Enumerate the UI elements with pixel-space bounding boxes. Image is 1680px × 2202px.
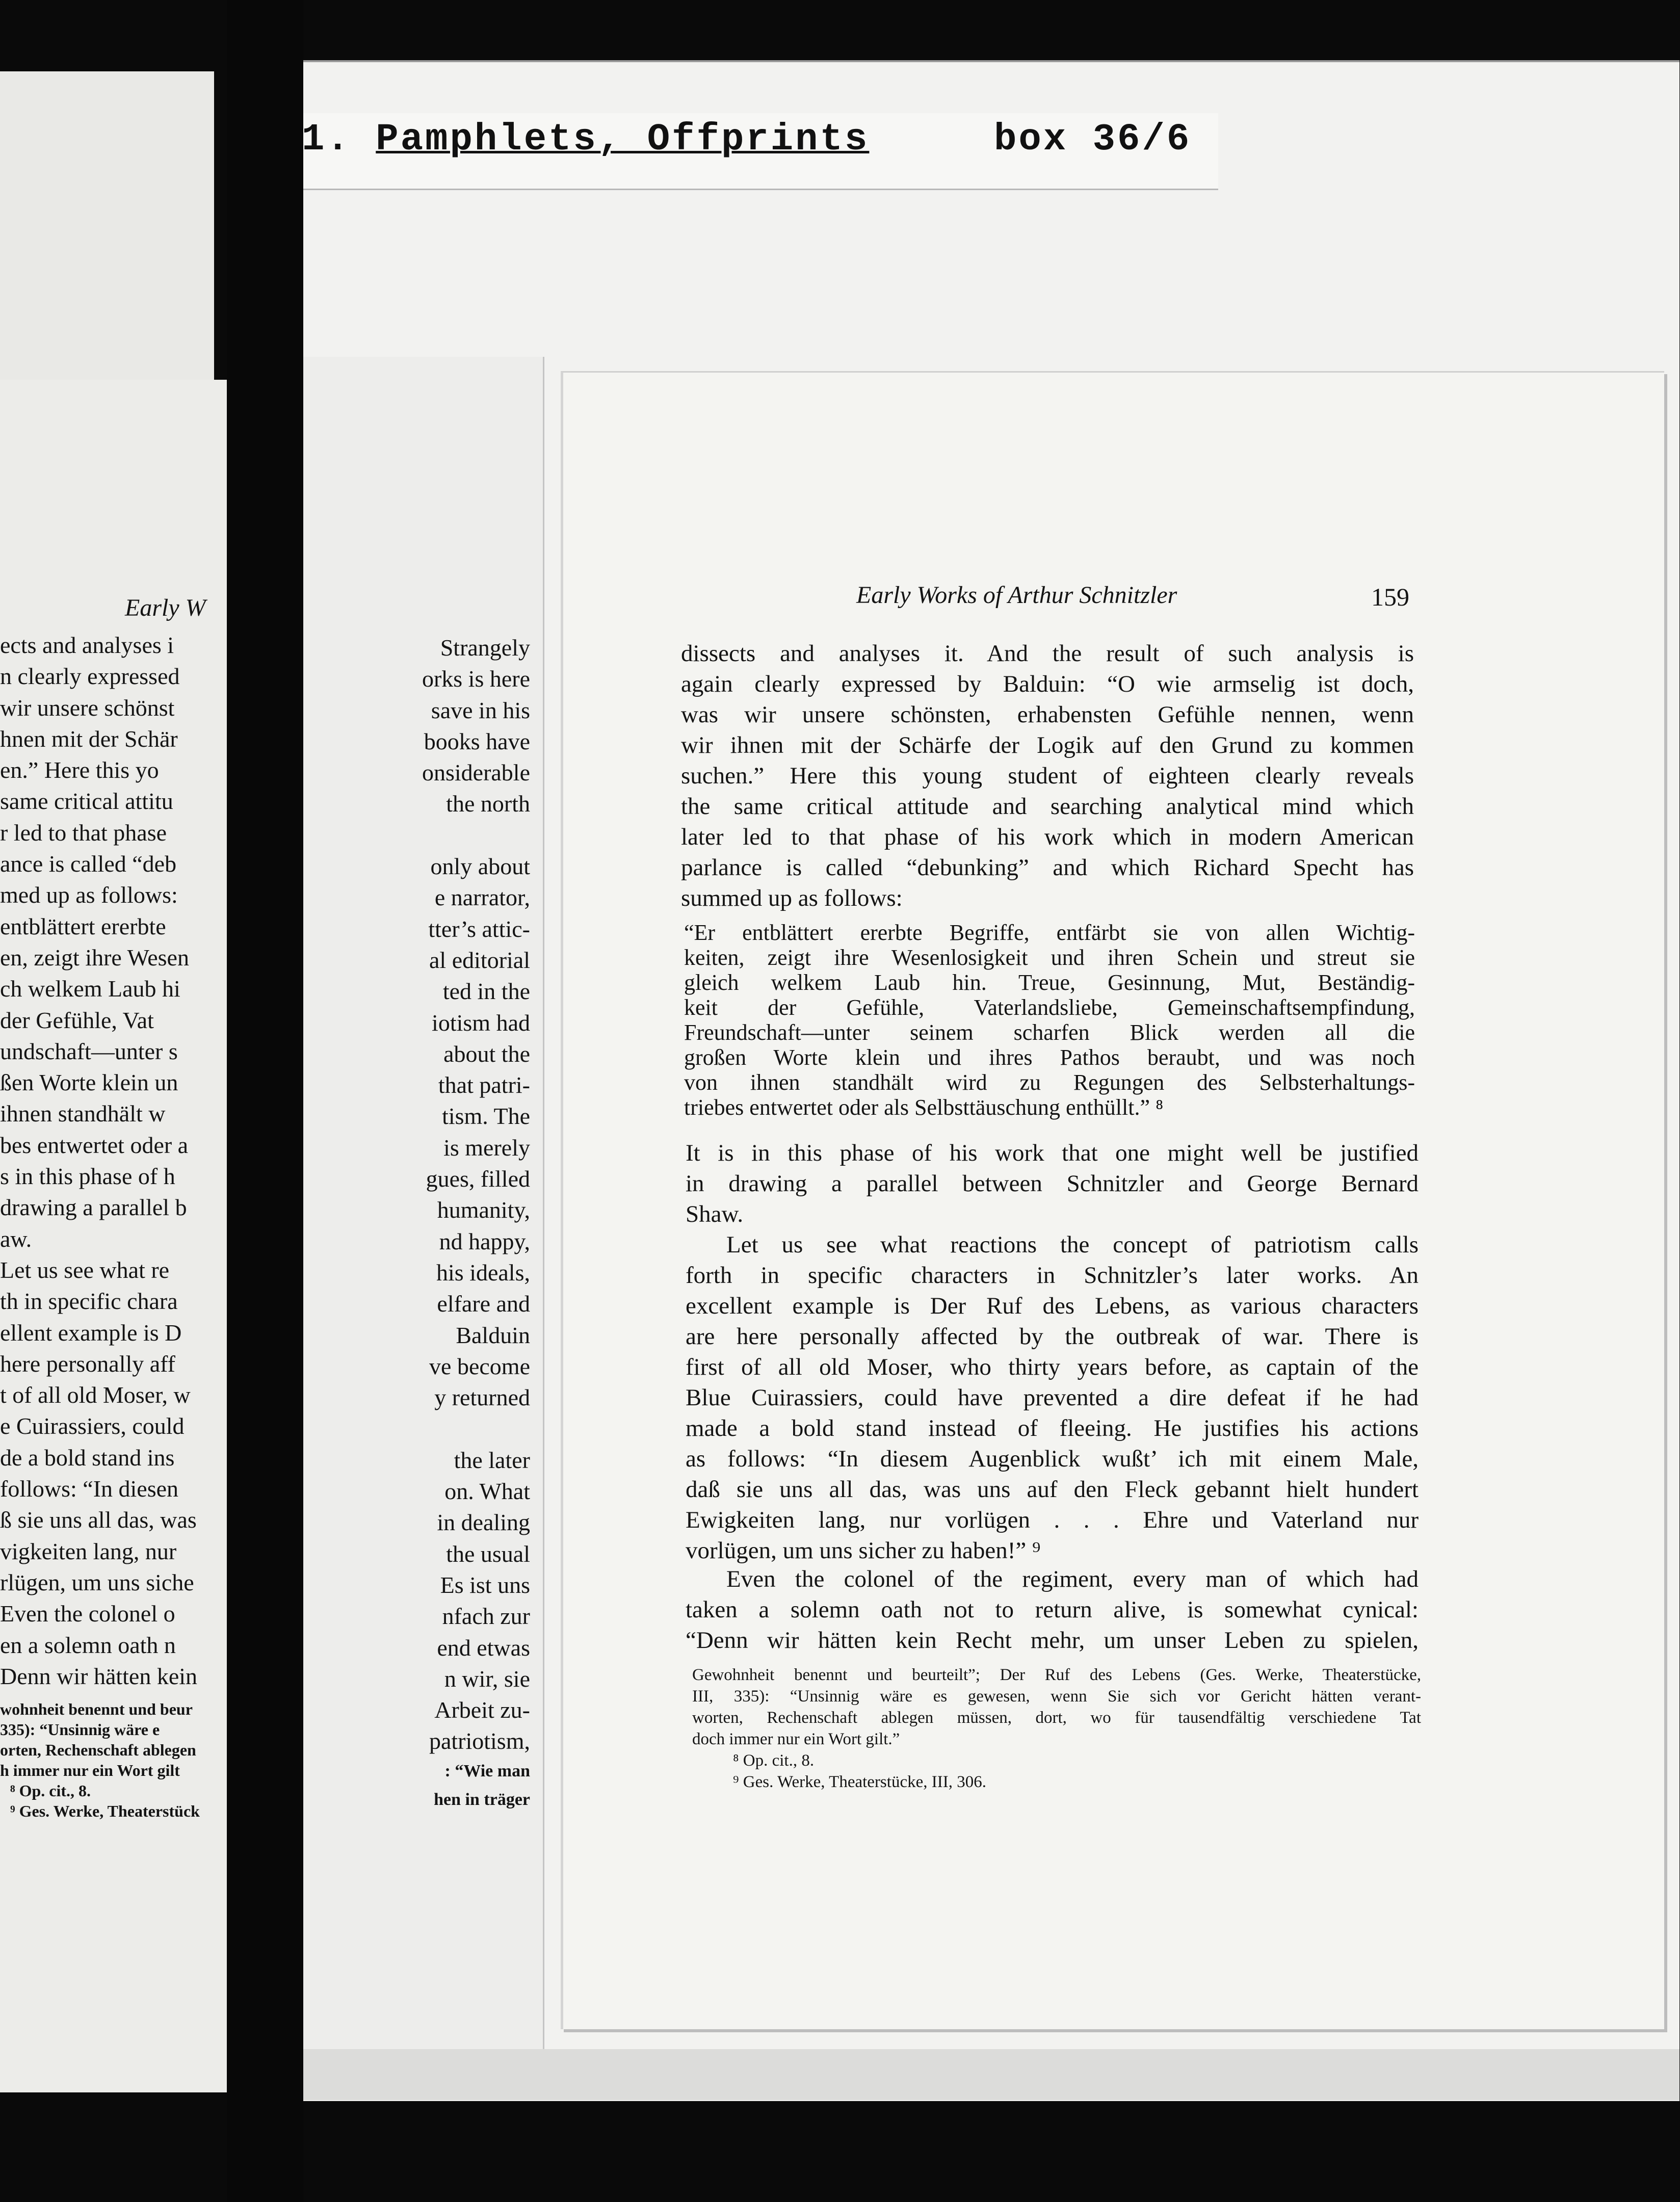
middle-text-line: elfare and	[437, 1291, 530, 1317]
middle-text-line: ted in the	[442, 978, 530, 1005]
text-line: excellent example is Der Ruf des Lebens, as various characters	[686, 1293, 1419, 1319]
middle-text-line: onsiderable	[422, 759, 530, 786]
left-text-line: n clearly expressed	[0, 663, 180, 690]
left-text-line: wir unsere schönst	[0, 694, 175, 721]
middle-text-line: end etwas	[437, 1634, 530, 1661]
left-text-line: Let us see what re	[0, 1256, 170, 1283]
left-footnote-line: orten, Rechenschaft ablegen	[0, 1741, 196, 1760]
left-footnote-line: ⁹ Ges. Werke, Theaterstück	[10, 1802, 200, 1821]
text-line: as follows: “In diesem Augenblick wußt’ ich mit einem Male,	[686, 1446, 1419, 1472]
left-text-line: ects and analyses i	[0, 632, 174, 658]
middle-text-line: the later	[454, 1447, 530, 1473]
label-collection: Pamphlets, Offprints	[376, 118, 870, 161]
text-line: first of all old Moser, who thirty years before, as captain of the	[686, 1354, 1419, 1380]
footnote-line: worten, Rechenschaft ablegen müssen, dort, wo für tausendfältig verschiedene Tat	[692, 1709, 1421, 1727]
left-text-line: undschaft—unter s	[0, 1038, 178, 1064]
left-text-line: entblättert ererbte	[0, 913, 166, 939]
left-footnote-line: h immer nur ein Wort gilt	[0, 1761, 180, 1780]
left-top-page	[0, 71, 214, 390]
text-line: forth in specific characters in Schnitzler’s later works. An	[686, 1262, 1419, 1289]
middle-offprint-page	[303, 357, 544, 2049]
left-text-column	[0, 630, 229, 1821]
text-line: are here personally affected by the outbreak of war. There is	[686, 1323, 1419, 1350]
left-text-line: rlügen, um uns siche	[0, 1569, 194, 1595]
text-line: Blue Cuirassiers, could have prevented a dire defeat if he had	[686, 1384, 1419, 1411]
left-text-line: ihnen standhält w	[0, 1100, 166, 1127]
left-text-line: aw.	[0, 1225, 32, 1252]
left-text-line: drawing a parallel b	[0, 1194, 187, 1221]
left-text-line: ß sie uns all das, was	[0, 1507, 197, 1533]
left-text-line: e Cuirassiers, could	[0, 1413, 185, 1439]
quote-line: “Er entblättert ererbte Begriffe, entfärbt sie von allen Wichtig-	[684, 920, 1415, 945]
quote-line: gleich welkem Laub hin. Treue, Gesinnung, Mut, Beständig-	[684, 970, 1415, 995]
label-title	[302, 118, 869, 161]
left-footnote-line: wohnheit benennt und beur	[0, 1700, 193, 1719]
text-line: in drawing a parallel between Schnitzler and George Bernard	[686, 1170, 1419, 1197]
label-box-number: box 36/6	[994, 118, 1192, 161]
paragraph-2	[686, 1138, 1419, 1229]
left-text-line: hnen mit der Schär	[0, 725, 178, 752]
left-text-line: en, zeigt ihre Wesen	[0, 944, 189, 971]
dark-strip	[227, 0, 303, 2202]
middle-text-line	[303, 1413, 540, 1444]
text-line: made a bold stand instead of fleeing. He justifies his actions	[686, 1415, 1419, 1441]
bottom-band	[303, 2049, 1679, 2100]
running-head: Early Works of Arthur Schnitzler	[856, 582, 1177, 609]
middle-text-line: Strangely	[440, 635, 530, 661]
middle-text-line: only about	[430, 853, 530, 880]
left-text-line: ßen Worte klein un	[0, 1069, 178, 1096]
note-line: ⁹ Ges. Werke, Theaterstücke, III, 306.	[733, 1773, 986, 1791]
middle-text-line: patriotism,	[429, 1728, 530, 1754]
text-line: the same critical attitude and searching analytical mind which	[681, 793, 1414, 820]
left-footnote-line: ⁸ Op. cit., 8.	[10, 1781, 91, 1800]
block-quote	[684, 920, 1415, 1120]
left-text-line: en a solemn oath n	[0, 1632, 176, 1658]
middle-text-line: nfach zur	[442, 1603, 530, 1630]
left-text-line: en.” Here this yo	[0, 757, 159, 783]
note-line: ⁸ Op. cit., 8.	[733, 1751, 815, 1770]
middle-text-column	[303, 632, 540, 1814]
middle-text-line: save in his	[431, 697, 530, 723]
left-text-line: Denn wir hätten kein	[0, 1663, 198, 1689]
text-line: taken a solemn oath not to return alive, is somewhat cynical:	[686, 1596, 1419, 1623]
text-line: later led to that phase of his work which in modern American	[681, 824, 1414, 850]
middle-text-line: tter’s attic-	[428, 915, 530, 942]
left-text-line: ellent example is D	[0, 1319, 182, 1346]
text-line: Ewigkeiten lang, nur vorlügen . . . Ehre und Vaterland nur	[686, 1507, 1419, 1533]
left-text-line: vigkeiten lang, nur	[0, 1538, 177, 1564]
middle-text-line: the usual	[446, 1540, 530, 1567]
left-text-line: med up as follows:	[0, 882, 178, 908]
left-offprint-page	[0, 380, 229, 2092]
middle-text-line: the north	[446, 791, 530, 817]
middle-text-line: his ideals,	[436, 1259, 530, 1286]
text-line: wir ihnen mit der Schärfe der Logik auf den Grund zu kommen	[681, 732, 1414, 758]
left-text-line: der Gefühle, Vat	[0, 1007, 154, 1033]
left-text-line: t of all old Moser, w	[0, 1382, 191, 1408]
quote-line: keiten, zeigt ihre Wesenlosigkeit und ihren Schein und streut sie	[684, 945, 1415, 970]
quote-line: triebes entwertet oder als Selbsttäuschung enthüllt.” ⁸	[684, 1095, 1164, 1120]
text-line: daß sie uns all das, was uns auf den Fleck gebannt hielt hundert	[686, 1476, 1419, 1503]
text-line: It is in this phase of his work that one might well be justified	[686, 1140, 1419, 1166]
paragraph-4	[686, 1564, 1419, 1656]
middle-text-line: is merely	[443, 1134, 530, 1161]
text-line: Shaw.	[686, 1201, 744, 1227]
text-line: dissects and analyses it. And the result of such analysis is	[681, 640, 1414, 667]
middle-text-line: Arbeit zu-	[434, 1697, 530, 1723]
left-text-line: r led to that phase	[0, 819, 167, 846]
middle-text-line: gues, filled	[426, 1166, 530, 1192]
text-line: “Denn wir hätten kein Recht mehr, um unser Leben zu spielen,	[686, 1627, 1419, 1654]
middle-text-line: about the	[443, 1040, 530, 1067]
text-line: suchen.” Here this young student of eighteen clearly reveals	[681, 763, 1414, 789]
text-line: was wir unsere schönsten, erhabensten Gefühle nennen, wenn	[681, 701, 1414, 728]
quote-line: von ihnen standhält wird zu Regungen des Selbsterhaltungs-	[684, 1070, 1415, 1095]
text-line: Let us see what reactions the concept of patriotism calls	[726, 1231, 1419, 1258]
middle-text-line: n wir, sie	[444, 1665, 530, 1692]
footnote-line: Gewohnheit benennt und beurteilt”; Der Ruf des Lebens (Ges. Werke, Theaterstücke,	[692, 1666, 1421, 1684]
middle-text-line: nd happy,	[439, 1228, 530, 1254]
middle-text-line: that patri-	[438, 1072, 530, 1098]
footnote-line: III, 335): “Unsinnig wäre es gewesen, wenn Sie sich vor Gericht hätten verant-	[692, 1687, 1421, 1706]
quote-line: großen Worte klein und ihres Pathos beraubt, und was noch	[684, 1045, 1415, 1070]
middle-text-line: al editorial	[429, 947, 530, 973]
text-line: Even the colonel of the regiment, every man of which had	[726, 1566, 1419, 1592]
page-number: 159	[1371, 583, 1409, 611]
paragraph-3	[686, 1229, 1419, 1566]
footnotes	[692, 1664, 1421, 1793]
left-text-line: de a bold stand ins	[0, 1444, 175, 1471]
quote-line: Freundschaft—unter seinem scharfen Blick werden all die	[684, 1020, 1415, 1045]
middle-footnote-line: : “Wie man	[444, 1761, 530, 1780]
paragraph-1	[681, 638, 1414, 913]
text-line: parlance is called “debunking” and which Richard Specht has	[681, 854, 1414, 881]
left-text-line: bes entwertet oder a	[0, 1132, 189, 1158]
middle-text-line: on. What	[444, 1478, 530, 1505]
middle-text-line: orks is here	[422, 666, 530, 692]
left-text-line: follows: “In diesen	[0, 1476, 179, 1502]
middle-text-line: Balduin	[456, 1322, 530, 1348]
middle-text-line: ve become	[429, 1353, 530, 1379]
middle-text-line: in dealing	[437, 1509, 530, 1536]
middle-text-line: tism. The	[442, 1103, 530, 1130]
left-text-line: Even the colonel o	[0, 1601, 175, 1627]
label-prefix: 1.	[302, 118, 351, 161]
middle-text-line: e narrator,	[434, 884, 530, 911]
middle-text-line	[303, 820, 540, 851]
left-text-line: same critical attitu	[0, 788, 173, 815]
left-footnote-line: 335): “Unsinnig wäre e	[0, 1720, 160, 1739]
middle-footnote-line: hen in träger	[434, 1790, 530, 1809]
left-text-line: th in specific chara	[0, 1288, 178, 1315]
text-line: summed up as follows:	[681, 885, 903, 911]
middle-text-line: humanity,	[437, 1197, 530, 1223]
left-running-head: Early W	[125, 594, 206, 621]
left-text-line: ch welkem Laub hi	[0, 976, 180, 1002]
left-text-line: s in this phase of h	[0, 1163, 175, 1190]
text-line: vorlügen, um uns sicher zu haben!” ⁹	[686, 1537, 1041, 1564]
left-text-line: ance is called “deb	[0, 851, 177, 877]
middle-text-line: iotism had	[432, 1009, 530, 1036]
middle-text-line: y returned	[434, 1384, 530, 1411]
text-line: again clearly expressed by Balduin: “O wie armselig ist doch,	[681, 671, 1414, 697]
middle-text-line: books have	[424, 728, 530, 754]
footnote-line: doch immer nur ein Wort gilt.”	[692, 1730, 900, 1748]
middle-text-line: Es ist uns	[440, 1571, 530, 1598]
left-text-line: here personally aff	[0, 1350, 175, 1377]
quote-line: keit der Gefühle, Vaterlandsliebe, Gemeinschaftsempfindung,	[684, 995, 1415, 1020]
